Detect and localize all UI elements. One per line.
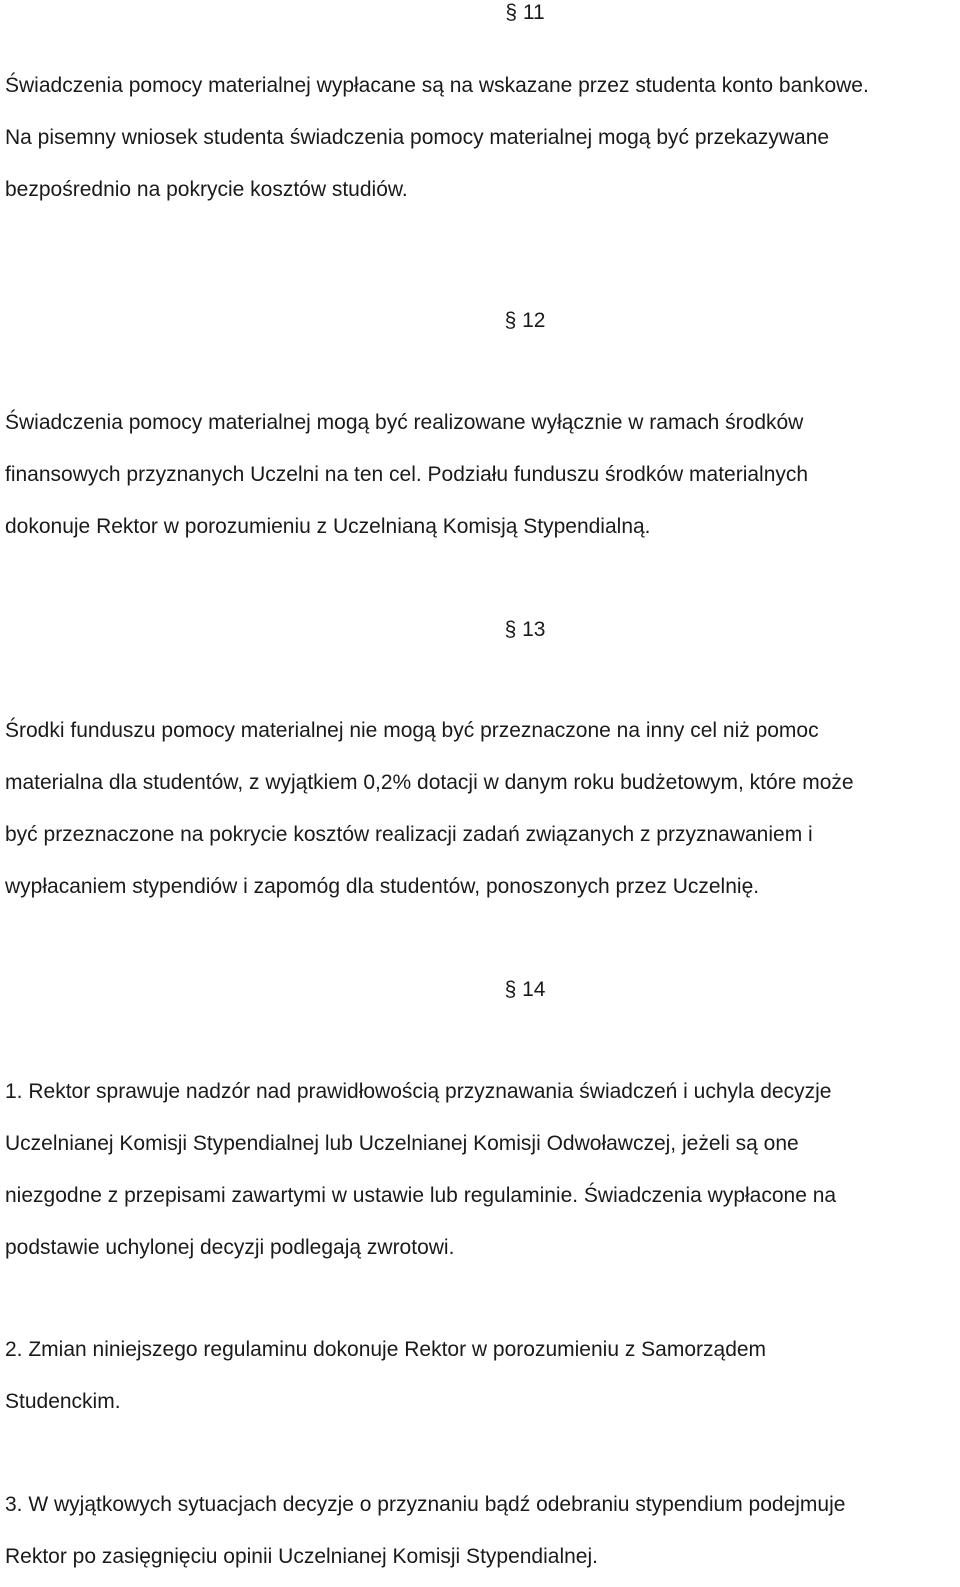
- paragraph-line: Na pisemny wniosek studenta świadczenia pomocy materialnej mogą być przekazywane: [5, 126, 830, 149]
- paragraph-line: być przeznaczone na pokrycie kosztów realizacji zadań związanych z przyznawaniem i: [5, 823, 813, 846]
- section-heading-14: § 14: [504, 978, 546, 1001]
- paragraph-line: Świadczenia pomocy materialnej mogą być realizowane wyłącznie w ramach środków: [5, 411, 804, 434]
- paragraph-line: 3. W wyjątkowych sytuacjach decyzje o przyznaniu bądź odebraniu stypendium podejmuje: [5, 1493, 846, 1516]
- section-heading-12: § 12: [504, 309, 546, 332]
- paragraph-line: bezpośrednio na pokrycie kosztów studiów.: [5, 178, 408, 201]
- section-heading-11: § 11: [505, 1, 545, 24]
- paragraph-line: Rektor po zasięgnięciu opinii Uczelnianej Komisji Stypendialnej.: [5, 1545, 598, 1568]
- paragraph-line: niezgodne z przepisami zawartymi w ustawie lub regulaminie. Świadczenia wypłacone na: [5, 1184, 837, 1207]
- paragraph-line: Studenckim.: [5, 1390, 121, 1413]
- paragraph-line: podstawie uchylonej decyzji podlegają zwrotowi.: [5, 1236, 455, 1259]
- section-heading-13: § 13: [504, 618, 546, 641]
- paragraph-line: Środki funduszu pomocy materialnej nie mogą być przeznaczone na inny cel niż pomoc: [5, 719, 819, 742]
- paragraph-line: materialna dla studentów, z wyjątkiem 0,2% dotacji w danym roku budżetowym, które może: [5, 771, 854, 794]
- paragraph-line: wypłacaniem stypendiów i zapomóg dla studentów, ponoszonych przez Uczelnię.: [5, 875, 760, 898]
- paragraph-line: Świadczenia pomocy materialnej wypłacane są na wskazane przez studenta konto bankowe.: [5, 74, 869, 97]
- paragraph-line: 1. Rektor sprawuje nadzór nad prawidłowością przyznawania świadczeń i uchyla decyzje: [5, 1080, 832, 1103]
- paragraph-line: dokonuje Rektor w porozumieniu z Uczelnianą Komisją Stypendialną.: [5, 515, 651, 538]
- paragraph-line: 2. Zmian niniejszego regulaminu dokonuje Rektor w porozumieniu z Samorządem: [5, 1338, 767, 1361]
- paragraph-line: finansowych przyznanych Uczelni na ten cel. Podziału funduszu środków materialnych: [5, 463, 809, 486]
- paragraph-line: Uczelnianej Komisji Stypendialnej lub Uczelnianej Komisji Odwoławczej, jeżeli są one: [5, 1132, 799, 1155]
